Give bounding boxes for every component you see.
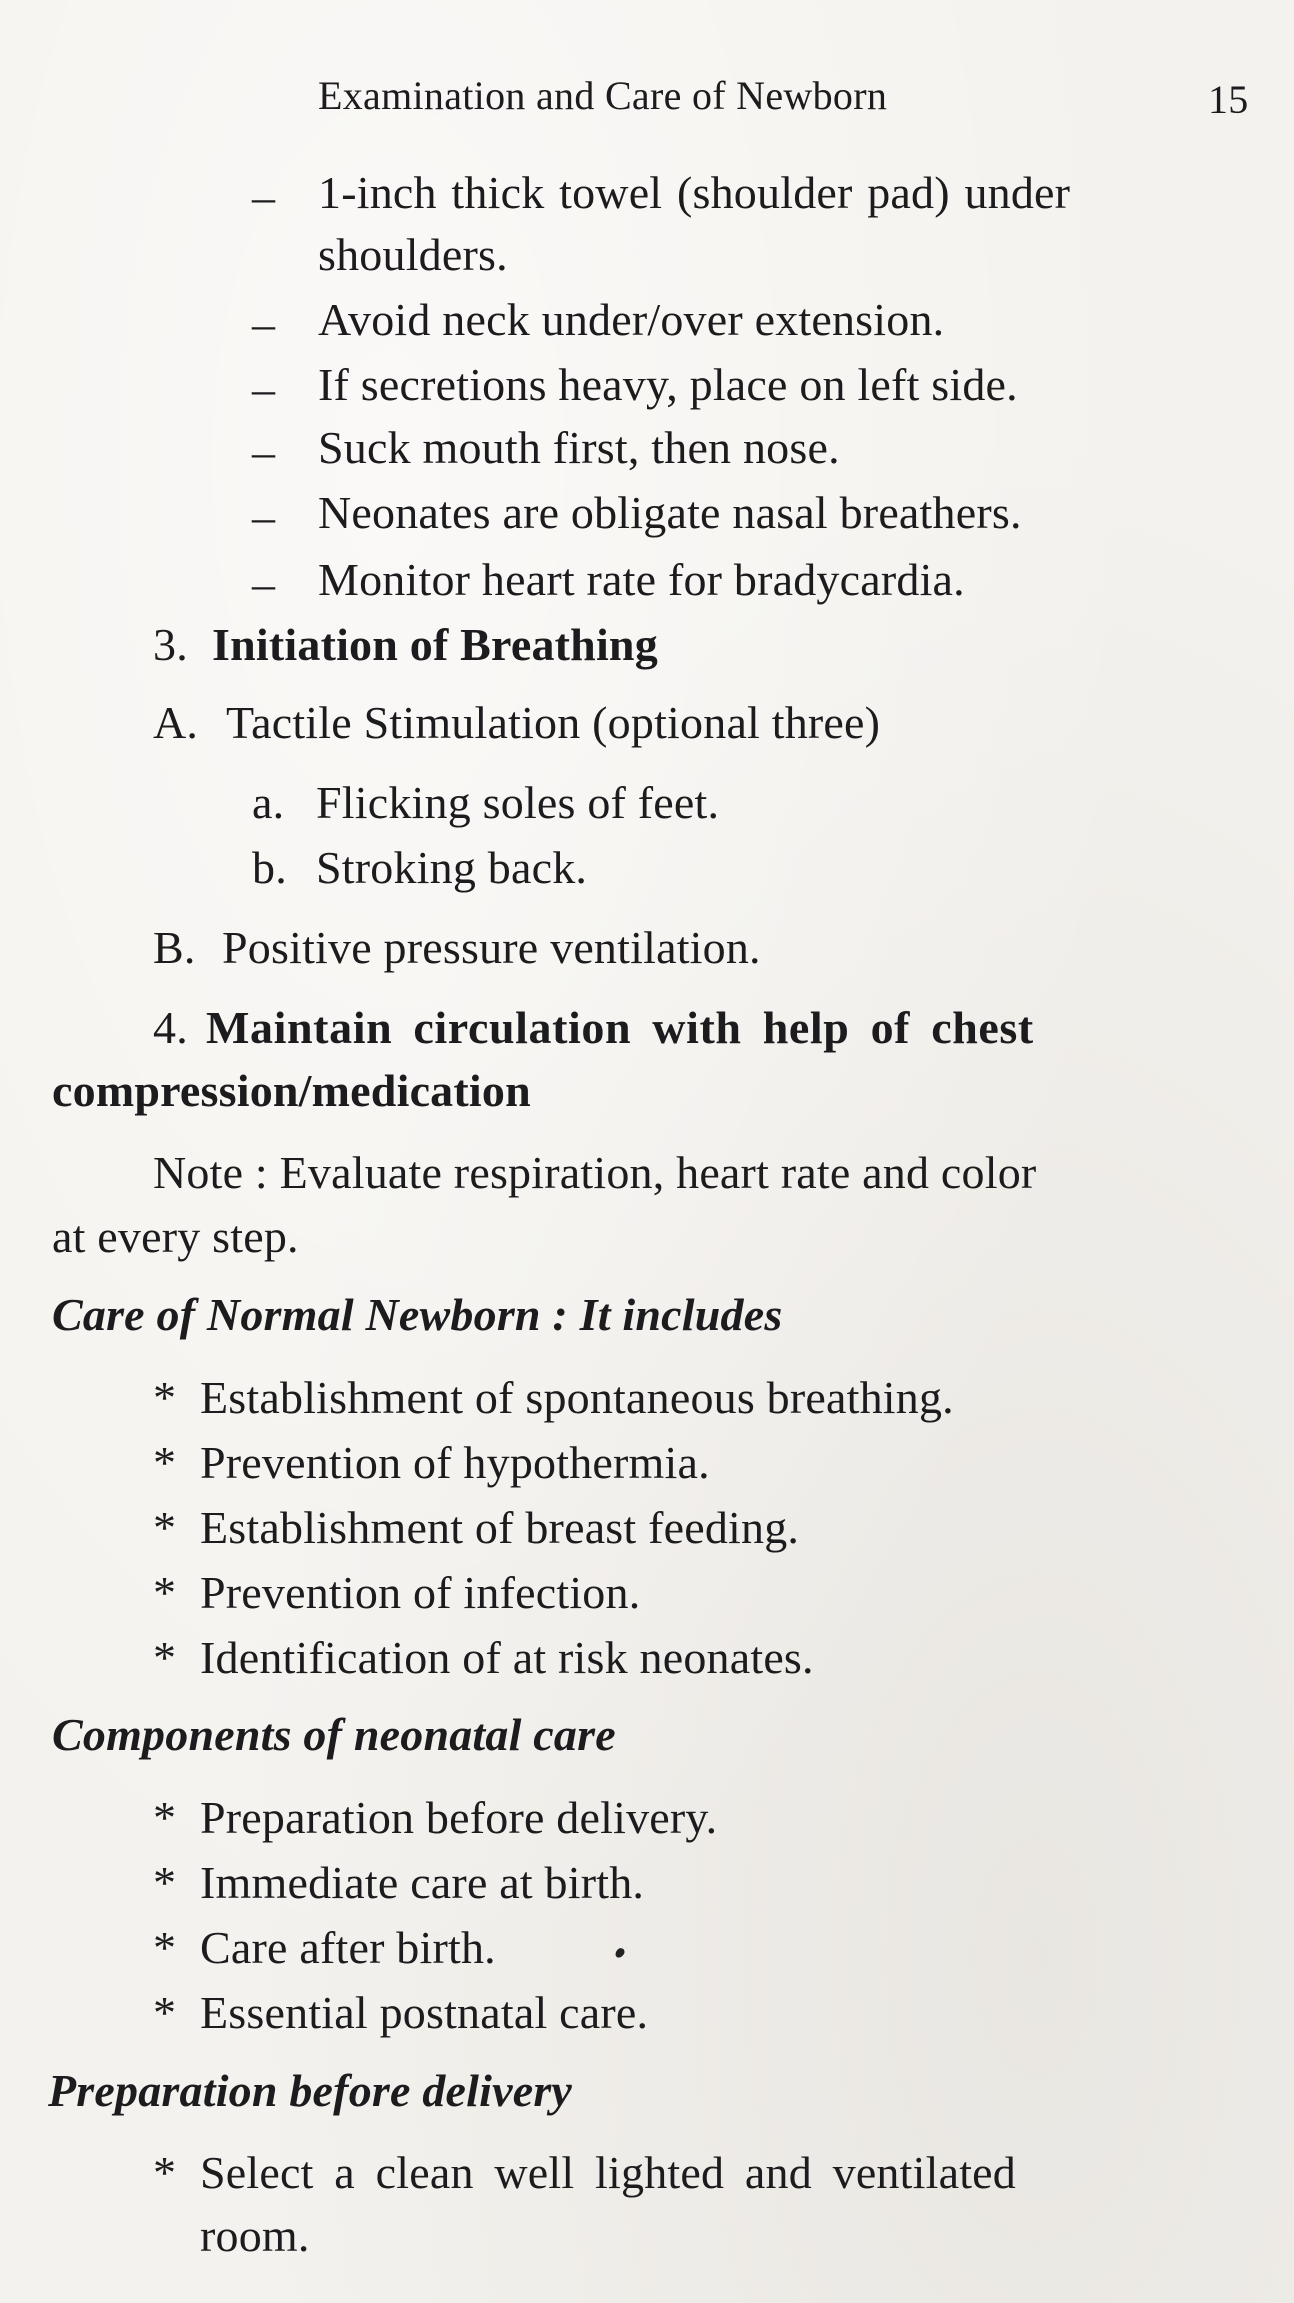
list-item: Preparation before delivery. [200,1792,718,1843]
asterisk-bullet: * [153,1922,177,1973]
list-item: Establishment of breast feeding. [200,1502,800,1553]
dash-bullet: – [252,171,275,222]
dash-bullet: – [252,298,275,349]
dash-item: Avoid neck under/over extension. [318,294,945,345]
section-heading: Components of neonatal care [52,1709,616,1760]
dash-item: Suck mouth first, then nose. [318,422,840,473]
asterisk-bullet: * [153,1502,177,1553]
sub-text: Tactile Stimulation (optional three) [226,697,881,748]
dash-item: Monitor heart rate for bradycardia. [318,554,965,605]
list-item: Prevention of hypothermia. [200,1437,710,1488]
list-item: Identification of at risk neonates. [200,1632,814,1683]
dash-bullet: – [252,426,275,477]
step-number: 4. [153,1002,188,1053]
dash-item: 1-inch thick towel (shoulder pad) under [318,167,1071,218]
asterisk-bullet: * [153,1437,177,1488]
sub-sub-label: a. [252,777,285,828]
sub-sub-label: b. [252,842,287,893]
sub-sub-text: Stroking back. [316,842,588,893]
asterisk-bullet: * [153,1857,177,1908]
dash-item: Neonates are obligate nasal breathers. [318,487,1022,538]
asterisk-bullet: * [153,2147,177,2198]
list-item-continuation: room. [200,2210,310,2261]
ink-speck [614,1947,625,1959]
list-item: Care after birth. [200,1922,496,1973]
step-title: Initiation of Breathing [212,619,658,670]
step-title-continuation: compression/medication [52,1065,531,1116]
dash-item-continuation: shoulders. [318,229,508,280]
asterisk-bullet: * [153,1987,177,2038]
dash-item: If secretions heavy, place on left side. [318,359,1018,410]
asterisk-bullet: * [153,1632,177,1683]
section-heading: Care of Normal Newborn : It includes [52,1289,783,1340]
sub-label: B. [153,922,196,973]
section-heading: Preparation before delivery [48,2065,573,2116]
dash-bullet: – [252,558,275,609]
sub-label: A. [153,697,199,748]
note-text: Note : Evaluate respiration, heart rate and color [153,1147,1037,1198]
list-item: Establishment of spontaneous breathing. [200,1372,954,1423]
note-text-continuation: at every step. [52,1211,299,1262]
asterisk-bullet: * [153,1372,177,1423]
dash-bullet: – [252,363,275,414]
running-title: Examination and Care of Newborn [318,73,888,118]
sub-text: Positive pressure ventilation. [222,922,761,973]
list-item: Essential postnatal care. [200,1987,649,2038]
asterisk-bullet: * [153,1567,177,1618]
page-number: 15 [1208,77,1249,122]
asterisk-bullet: * [153,1792,177,1843]
list-item: Select a clean well lighted and ventilated [200,2147,1016,2198]
list-item: Prevention of infection. [200,1567,641,1618]
sub-sub-text: Flicking soles of feet. [316,777,720,828]
step-title: Maintain circulation with help of chest [206,1002,1034,1053]
dash-bullet: – [252,491,275,542]
list-item: Immediate care at birth. [200,1857,645,1908]
step-number: 3. [153,619,188,670]
